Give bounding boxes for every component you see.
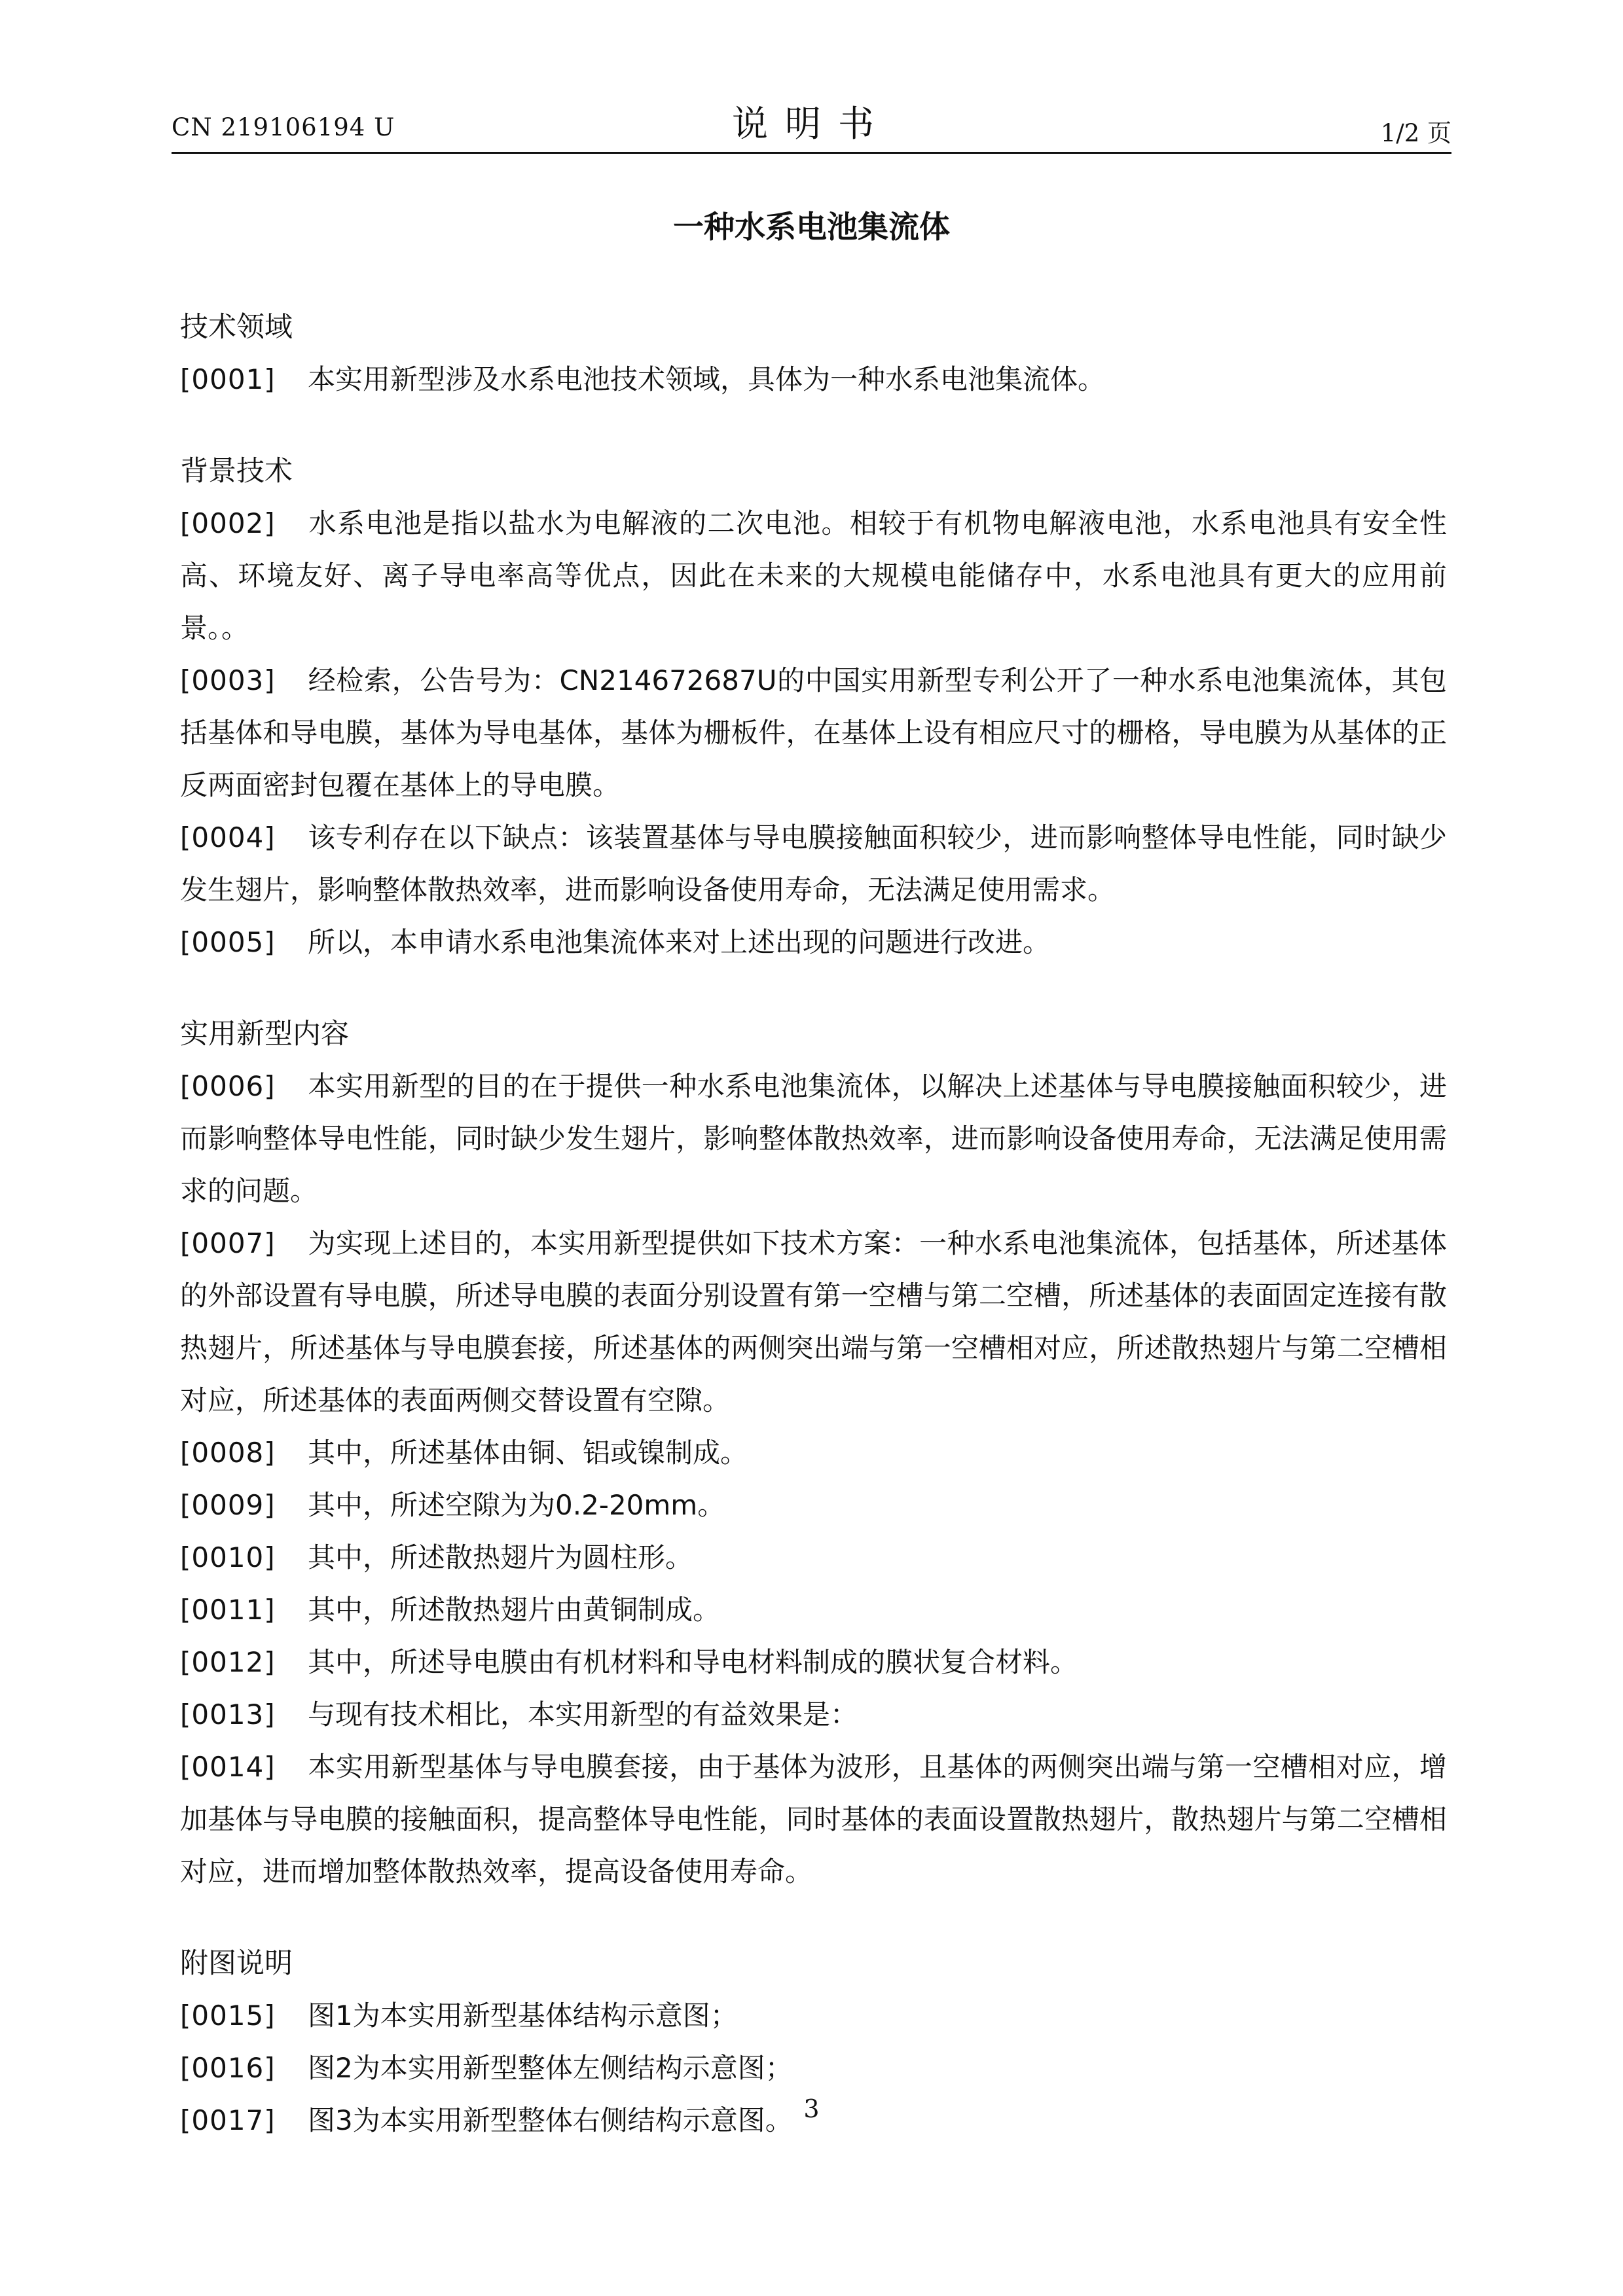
- paragraph-text: 与现有技术相比，本实用新型的有益效果是：: [308, 1698, 858, 1731]
- paragraph: [180, 916, 1447, 969]
- paragraph-text: 其中，所述散热翅片为圆柱形。: [308, 1541, 693, 1573]
- paragraph-number: [0007]: [180, 1227, 276, 1259]
- paragraph-number: [0015]: [180, 2000, 276, 2032]
- page-of-indicator: 1/2 页: [1380, 119, 1451, 147]
- paragraph: [180, 497, 1447, 655]
- paragraph-text: 水系电池是指以盐水为电解液的二次电池。相较于有机物电解液电池，水系电池具有安全性高、环境友好、离子导电率高等优点，因此在未来的大规模电能储存中，水系电池具有更大的应用前景。。: [180, 507, 1447, 644]
- paragraph-text: 图3为本实用新型整体右侧结构示意图。: [308, 2104, 793, 2136]
- paragraph: [180, 1217, 1447, 1427]
- paragraph: [180, 1636, 1447, 1689]
- paragraph-number: [0010]: [180, 1541, 276, 1573]
- paragraph: [180, 1584, 1447, 1636]
- paragraph-text: 图1为本实用新型基体结构示意图；: [308, 2000, 738, 2032]
- paragraph: [180, 1741, 1447, 1898]
- paragraph: [180, 1479, 1447, 1532]
- section: [180, 445, 1447, 969]
- paragraph-text: 本实用新型基体与导电膜套接，由于基体为波形，且基体的两侧突出端与第一空槽相对应，增加基体与导电膜的接触面积，提高整体导电性能，同时基体的表面设置散热翅片，散热翅片与第二空槽相对应，进而增加整体散热效率，提高设备使用寿命。: [180, 1751, 1447, 1888]
- paragraph-text: 所以，本申请水系电池集流体来对上述出现的问题进行改进。: [308, 926, 1051, 958]
- paragraph-text: 其中，所述散热翅片由黄铜制成。: [308, 1594, 721, 1626]
- paragraph-number: [0003]: [180, 664, 276, 696]
- paragraph-number: [0004]: [180, 821, 276, 853]
- section-heading: 实用新型内容: [180, 1018, 349, 1050]
- paragraph-number: [0012]: [180, 1646, 276, 1678]
- paragraph-number: [0008]: [180, 1437, 276, 1469]
- document-type-heading: 说明书: [731, 103, 891, 145]
- paragraph-number: [0011]: [180, 1594, 276, 1626]
- paragraph-text: 图2为本实用新型整体左侧结构示意图；: [308, 2052, 793, 2084]
- paragraph: [180, 812, 1447, 916]
- paragraph-number: [0005]: [180, 926, 276, 958]
- paragraph-text: 本实用新型涉及水系电池技术领域，具体为一种水系电池集流体。: [308, 363, 1106, 395]
- section: [180, 301, 1447, 406]
- paragraph: [180, 1427, 1447, 1479]
- paragraph-number: [0001]: [180, 363, 276, 395]
- paragraph-number: [0017]: [180, 2104, 276, 2136]
- paragraph-text: 本实用新型的目的在于提供一种水系电池集流体，以解决上述基体与导电膜接触面积较少，进而影响整体导电性能，同时缺少发生翅片，影响整体散热效率，进而影响设备使用寿命，无法满足使用需求的问题。: [180, 1070, 1447, 1207]
- paragraph: [180, 1060, 1447, 1217]
- paragraph: [180, 1689, 1447, 1741]
- document-body: [180, 301, 1447, 2186]
- paragraph: [180, 2042, 1447, 2094]
- paragraph-text: 为实现上述目的，本实用新型提供如下技术方案：一种水系电池集流体，包括基体，所述基体的外部设置有导电膜，所述导电膜的表面分别设置有第一空槽与第二空槽，所述基体的表面固定连接有散热翅片，所述基体与导电膜套接，所述基体的两侧突出端与第一空槽相对应，所述散热翅片与第二空槽相对应，所述基体的表面两侧交替设置有空隙。: [180, 1227, 1447, 1416]
- paragraph-number: [0006]: [180, 1070, 276, 1102]
- paragraph-text: 经检索，公告号为：CN214672687U的中国实用新型专利公开了一种水系电池集流体，其包括基体和导电膜，基体为导电基体，基体为栅板件，在基体上设有相应尺寸的栅格，导电膜为从基体的正反两面密封包覆在基体上的导电膜。: [180, 664, 1447, 801]
- paragraph-number: [0013]: [180, 1698, 276, 1731]
- paragraph-number: [0016]: [180, 2052, 276, 2084]
- paragraph: [180, 655, 1447, 812]
- section-heading: 技术领域: [180, 311, 293, 344]
- section: [180, 1008, 1447, 1898]
- page-number: 3: [803, 2094, 820, 2123]
- paragraph-number: [0002]: [180, 507, 276, 539]
- paragraph: [180, 353, 1447, 406]
- section-heading: 附图说明: [180, 1947, 293, 1980]
- publication-number: CN 219106194 U: [172, 113, 395, 141]
- header-divider: [172, 152, 1451, 154]
- paragraph: [180, 1990, 1447, 2042]
- document-title: 一种水系电池集流体: [673, 209, 950, 245]
- paragraph-text: 其中，所述导电膜由有机材料和导电材料制成的膜状复合材料。: [308, 1646, 1078, 1678]
- paragraph-text: 其中，所述空隙为为0.2-20mm。: [308, 1489, 725, 1521]
- paragraph-text: 其中，所述基体由铜、铝或镍制成。: [308, 1437, 748, 1469]
- paragraph-number: [0014]: [180, 1751, 276, 1783]
- section-heading: 背景技术: [180, 455, 293, 488]
- page-header: [172, 95, 1451, 147]
- paragraph-number: [0009]: [180, 1489, 276, 1521]
- paragraph-text: 该专利存在以下缺点：该装置基体与导电膜接触面积较少，进而影响整体导电性能，同时缺少发生翅片，影响整体散热效率，进而影响设备使用寿命，无法满足使用需求。: [180, 821, 1447, 906]
- paragraph: [180, 1532, 1447, 1584]
